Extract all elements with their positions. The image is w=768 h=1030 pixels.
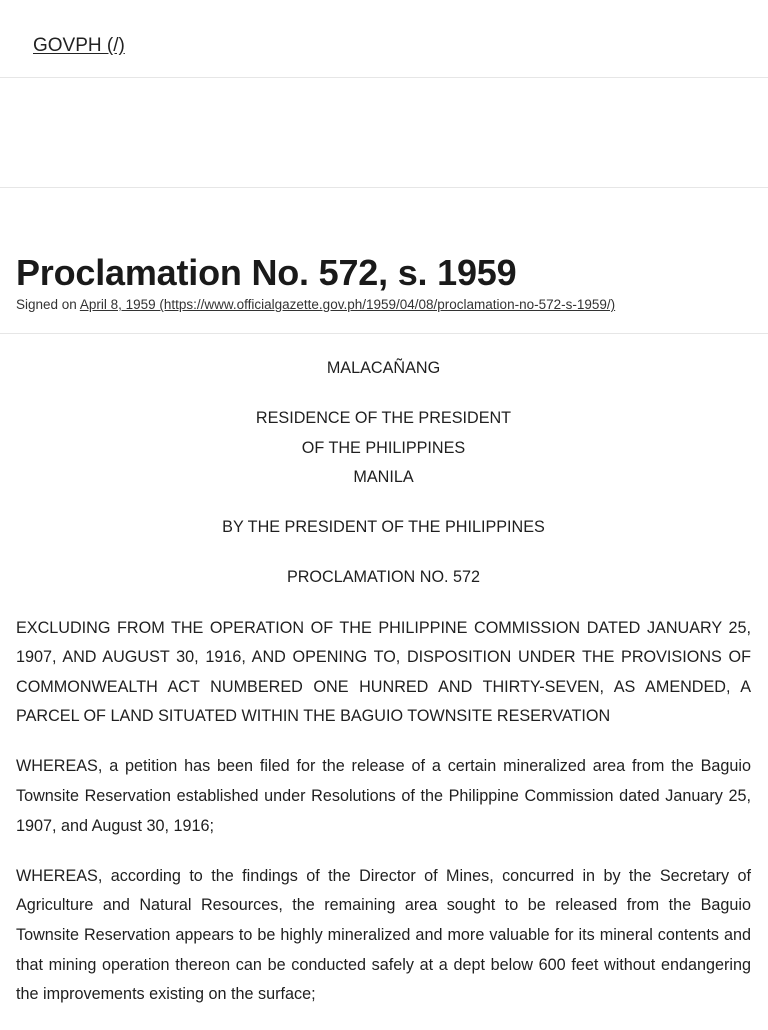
banner-area xyxy=(0,78,768,188)
page-title: Proclamation No. 572, s. 1959 xyxy=(16,252,517,293)
by-president-heading: BY THE PRESIDENT OF THE PHILIPPINES xyxy=(222,518,545,537)
residence-line-3: MANILA xyxy=(353,468,414,487)
whereas-paragraph-1: WHEREAS, a petition has been filed for the release of a certain mineralized area from the Baguio Townsite Reservation established under Resolutions of the Philippine Commission dated January 25, 1907, and August 30, 1916; xyxy=(16,757,751,835)
residence-line-2: OF THE PHILIPPINES xyxy=(301,438,466,457)
whereas-paragraph-2: WHEREAS, according to the findings of the Director of Mines, concurred in by the Secretary of Agriculture and Natural Resources, the remaining area sought to be released from the Baguio Townsite Reservation appears to be highly mineralized and more valuable for its mineral contents and that mining operation thereon can be conducted safely at a dept below 600 feet without endangering the improvements existing on the surface; xyxy=(16,866,751,1004)
residence-heading xyxy=(16,404,751,493)
signed-date-line xyxy=(16,297,615,312)
signed-prefix: Signed on xyxy=(16,297,80,312)
residence-line-1: RESIDENCE OF THE PRESIDENT xyxy=(255,409,512,428)
govph-home-link[interactable]: GOVPH (/) xyxy=(33,35,125,56)
proclamation-number-heading: PROCLAMATION NO. 572 xyxy=(286,568,481,587)
document-body xyxy=(16,354,751,1030)
proclamation-subject: EXCLUDING FROM THE OPERATION OF THE PHILIPPINE COMMISSION DATED JANUARY 25, 1907, AND AUGUST 30, 1916, AND OPENING TO, DISPOSITION UNDER THE PROVISIONS OF COMMONWEALTH ACT NUMBERED ONE HUNRED AND THIRTY-SEVEN, AS AMENDED, A PARCEL OF LAND SITUATED WITHIN THE BAGUIO TOWNSITE RESERVATION xyxy=(16,618,751,726)
title-divider xyxy=(0,333,768,334)
top-nav-bar xyxy=(0,0,768,78)
signed-date-link[interactable]: April 8, 1959 (https://www.officialgazette.gov.ph/1959/04/08/proclamation-no-572-s-1959/) xyxy=(79,297,616,312)
malacanang-heading: MALACAÑANG xyxy=(326,359,441,377)
